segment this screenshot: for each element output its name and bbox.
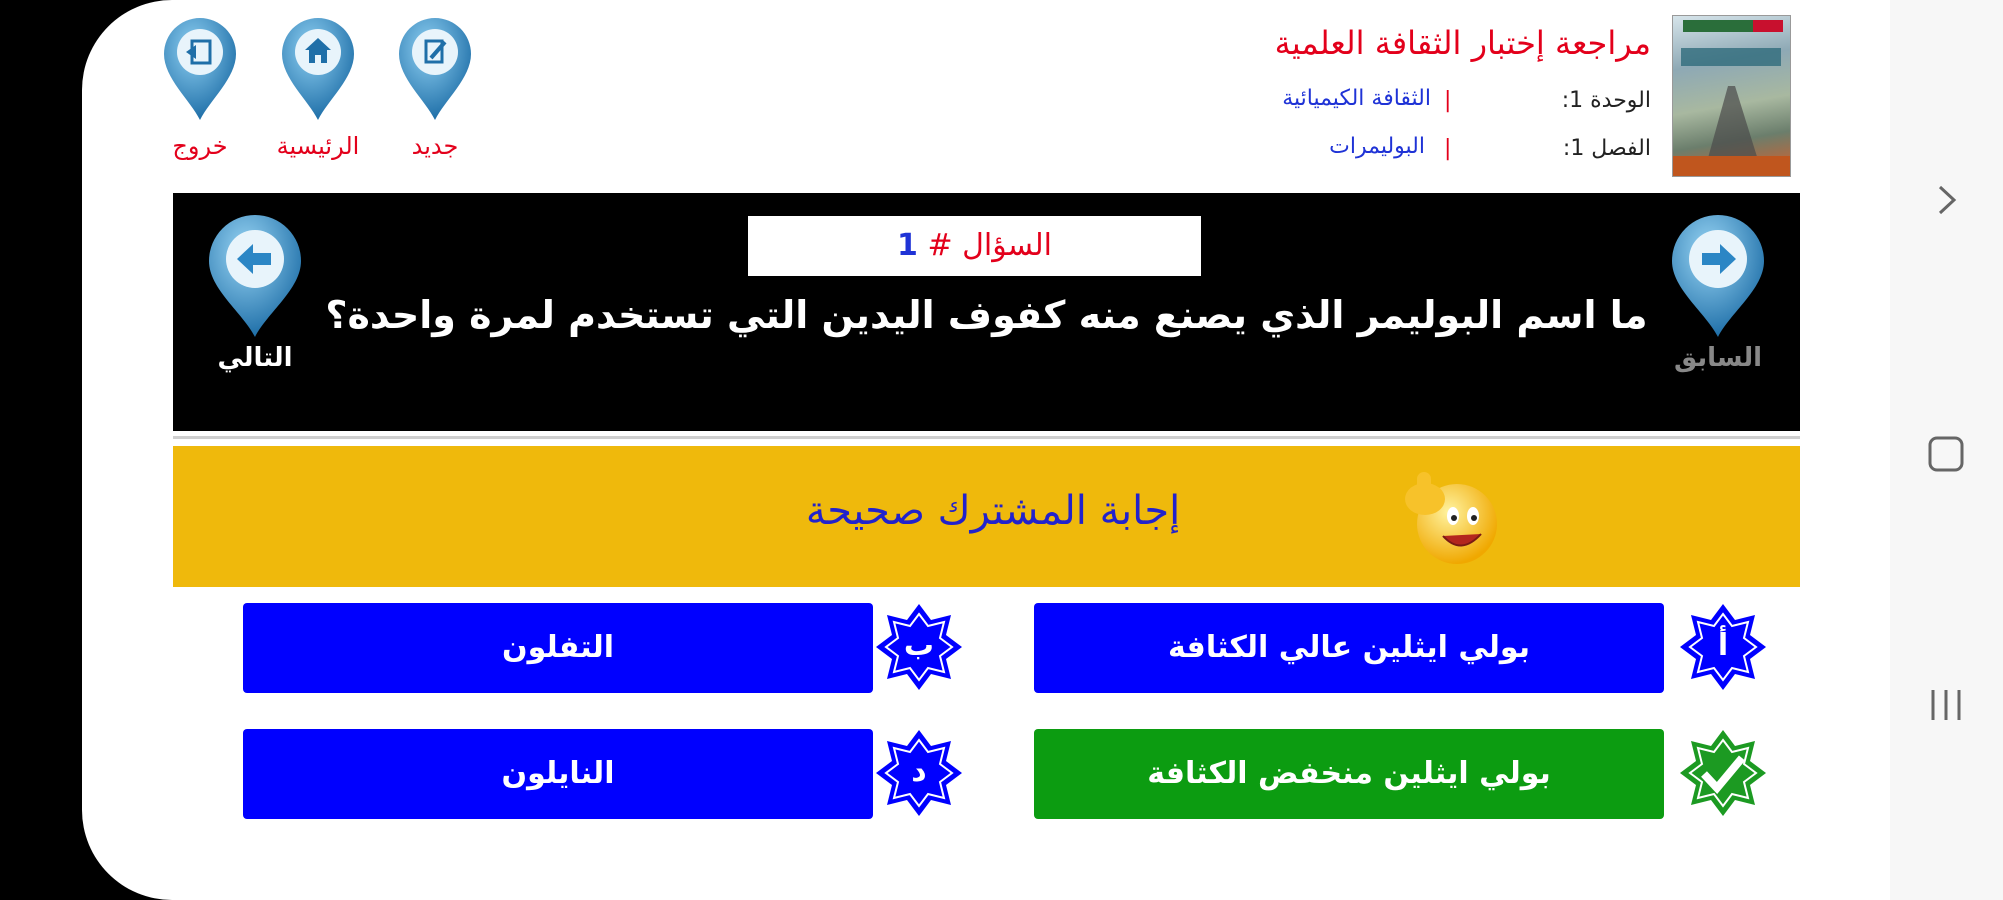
feedback-banner [173,446,1800,587]
next-label: التالي [217,343,293,373]
question-text: ما اسم البوليمر الذي يصنع منه كفوف اليدين التي تستخدم لمرة واحدة؟ [325,293,1648,337]
question-number-box [748,216,1201,276]
unit-separator: | [1444,88,1452,113]
system-navigation-bar [1890,0,2003,900]
exit-label: خروج [172,132,228,160]
answer-b-button[interactable]: التفلون [243,603,873,693]
answer-c-button[interactable]: بولي ايثلين منخفض الكثافة [1034,729,1664,819]
book-cover-art-icon [1673,16,1790,176]
answer-d-button[interactable]: النايلون [243,729,873,819]
home-label: الرئيسية [276,132,360,160]
answer-b-badge [874,602,964,692]
chapter-separator: | [1444,136,1452,161]
home-button[interactable] [278,14,358,124]
unit-label: الوحدة 1: [1561,88,1651,113]
question-panel [173,193,1800,431]
chapter-value: البوليمرات [1329,134,1425,159]
chevron-right-icon [1890,175,2003,225]
expand-panel-button[interactable] [1890,175,2003,229]
question-number: 1 [897,228,918,263]
answer-d-letter: د [911,754,927,789]
arrow-right-icon [1668,213,1768,341]
unit-value: الثقافة الكيميائية [1282,86,1431,111]
exit-icon [160,14,240,124]
new-button[interactable] [395,14,475,124]
edit-icon [395,14,475,124]
chapter-label: الفصل 1: [1562,136,1651,161]
page-title: مراجعة إختبار الثقافة العلمية [1274,24,1651,62]
divider [173,436,1800,439]
answer-a-button[interactable]: بولي ايثلين عالي الكثافة [1034,603,1664,693]
answer-c-badge [1678,728,1768,818]
recents-icon [1890,680,2003,730]
new-label: جديد [411,132,459,160]
checkmark-badge-icon [1678,728,1768,818]
answer-a-badge [1678,602,1768,692]
square-icon [1890,430,2003,480]
question-number-label: السؤال # [927,228,1052,263]
previous-button[interactable] [1668,213,1768,341]
feedback-text: إجابة المشترك صحيحة [805,488,1181,534]
home-icon [278,14,358,124]
previous-label: السابق [1673,343,1763,373]
arrow-left-icon [205,213,305,341]
answer-d-badge [874,728,964,818]
recents-nav-button[interactable] [1890,680,2003,734]
home-nav-button[interactable] [1890,430,2003,484]
answer-b-letter: ب [903,628,935,663]
book-cover-image [1672,15,1791,177]
answer-a-letter: أ [1717,628,1729,663]
exit-button[interactable] [160,14,240,124]
thumbs-up-smiley-icon [1395,464,1505,574]
next-button[interactable] [205,213,305,341]
